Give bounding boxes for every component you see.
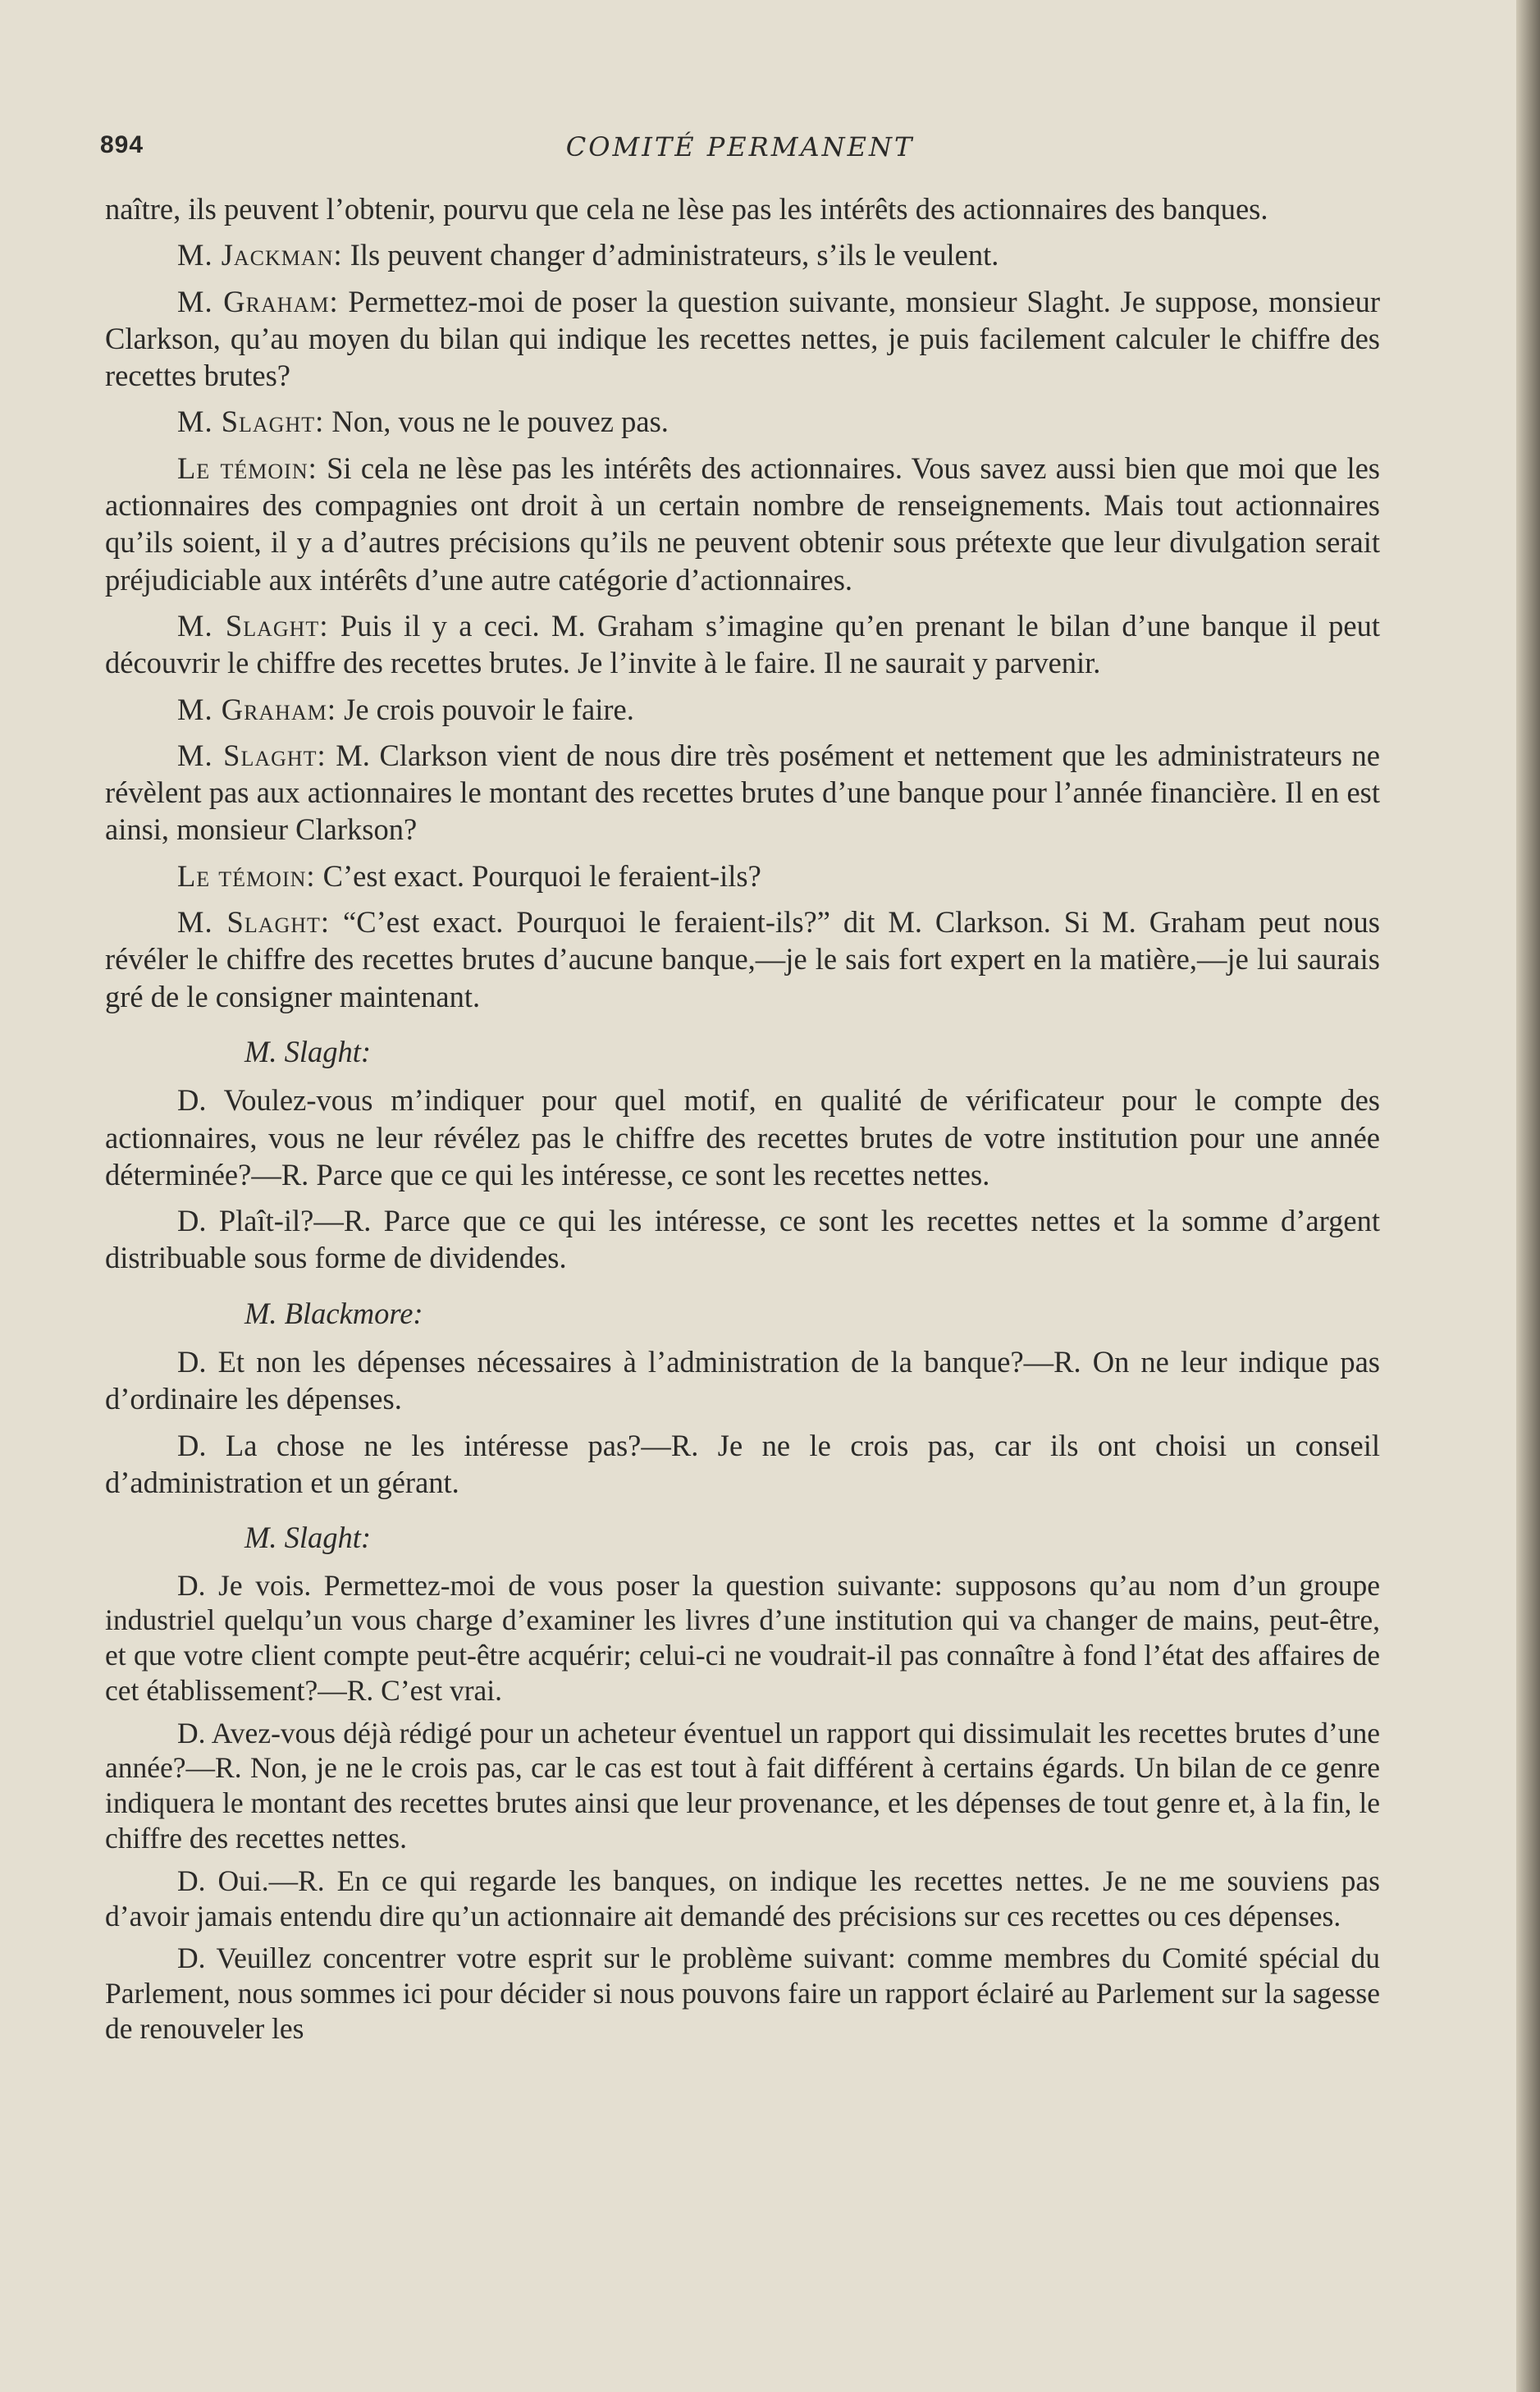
paragraph: M. Slaght: “C’est exact. Pourquoi le feraient-ils?” dit M. Clarkson. Si M. Graham peut nous révéler le chiffre des recettes brutes d’aucune banque,—je le sais fort expert en la matière,—je lui saurais gré de le consigner maintenant. xyxy=(105,905,1381,1013)
page-header xyxy=(100,131,1380,169)
speaker-label: M. Graham: xyxy=(177,284,339,318)
page-body xyxy=(105,190,1380,2054)
question-answer: D. Plaît-il?—R. Parce que ce qui les intéresse, ce sont les recettes nettes et la somme d’argent distribuable sous forme de dividendes. xyxy=(105,1204,1380,1275)
book-spine-shadow xyxy=(1516,0,1540,2392)
speaker-label: M. Slaght: xyxy=(177,738,327,772)
section-heading: M. Slaght: xyxy=(244,1034,372,1068)
question-answer: D. Je vois. Permettez-moi de vous poser la question suivante: supposons qu’au nom d’un groupe industriel quelqu’un vous charge d’examiner les livres d’une institution qui va changer de mains, peut-être, et que votre client compte peut-être acquérir; celui-ci ne voudrait-il pas connaître à fond l’état des affaires de cet établissement?—R. C’est vrai. xyxy=(105,1568,1380,1707)
running-head: COMITÉ PERMANENT xyxy=(565,131,915,162)
paragraph: M. Jackman: Ils peuvent changer d’administrateurs, s’ils le veulent. xyxy=(177,238,999,272)
speaker-label: M. Slaght: xyxy=(177,608,329,643)
question-answer: D. Avez-vous déjà rédigé pour un acheteur éventuel un rapport qui dissimulait les recettes brutes d’une année?—R. Non, je ne le crois pas, car le cas est tout à fait différent à certains égards. Un bilan de ce genre indiquera le montant des recettes brutes ainsi que leur provenance, et les dépenses de tout genre et, à la fin, le chiffre des recettes nettes. xyxy=(105,1716,1380,1855)
section-heading: M. Slaght: xyxy=(244,1521,372,1555)
paragraph: M. Graham: Permettez-moi de poser la question suivante, monsieur Slaght. Je suppose, monsieur Clarkson, qu’au moyen du bilan qui indique les recettes nettes, je puis facilement calculer le chiffre des recettes brutes? xyxy=(105,284,1381,393)
paragraph: M. Graham: Je crois pouvoir le faire. xyxy=(177,692,634,726)
lower-section xyxy=(105,1568,1380,2047)
speaker-label: M. Slaght: xyxy=(177,905,331,940)
speaker-label: M. Jackman: xyxy=(177,238,343,272)
question-answer: D. Oui.—R. En ce qui regarde les banques, on indique les recettes nettes. Je ne me souviens pas d’avoir jamais entendu dire qu’un actionnaire ait demandé des précisions sur ces recettes ou ces dépenses. xyxy=(105,1864,1380,1932)
speaker-label: M. Graham: xyxy=(177,692,336,726)
question-answer: D. Veuillez concentrer votre esprit sur le problème suivant: comme membres du Comité spécial du Parlement, nous sommes ici pour décider si nous pouvons faire un rapport éclairé au Parlement sur la sagesse de renouveler les xyxy=(105,1941,1380,2046)
question-answer: D. Et non les dépenses nécessaires à l’administration de la banque?—R. On ne leur indique pas d’ordinaire les dépenses. xyxy=(105,1345,1380,1416)
paragraph: naître, ils peuvent l’obtenir, pourvu que cela ne lèse pas les intérêts des actionnaires des banques. xyxy=(105,192,1268,226)
paragraph: Le témoin: Si cela ne lèse pas les intérêts des actionnaires. Vous savez aussi bien que moi que les actionnaires des compagnies ont droit à un certain nombre de renseignements. Mais tout actionnaires qu’ils soient, il y a d’autres précisions qu’ils ne peuvent obtenir sous prétexte que leur divulgation serait préjudiciable aux intérêts d’une autre catégorie d’actionnaires. xyxy=(105,451,1381,597)
question-answer: D. La chose ne les intéresse pas?—R. Je ne le crois pas, car ils ont choisi un conseil d’administration et un gérant. xyxy=(105,1428,1380,1499)
section-heading: M. Blackmore: xyxy=(244,1296,423,1330)
paragraph: M. Slaght: Puis il y a ceci. M. Graham s’imagine qu’en prenant le bilan d’une banque il peut découvrir le chiffre des recettes brutes. Je l’invite à le faire. Il ne saurait y parvenir. xyxy=(105,608,1380,680)
paragraph: Le témoin: C’est exact. Pourquoi le feraient-ils? xyxy=(177,858,761,893)
paragraph: M. Slaght: Non, vous ne le pouvez pas. xyxy=(177,405,669,439)
speaker-label: Le témoin: xyxy=(177,858,316,893)
paragraph: M. Slaght: M. Clarkson vient de nous dire très posément et nettement que les administrateurs ne révèlent pas aux actionnaires le montant des recettes brutes d’une banque pour l’année financière. Il en est ainsi, monsieur Clarkson? xyxy=(105,738,1380,847)
speaker-label: M. Slaght: xyxy=(177,405,325,439)
question-answer: D. Voulez-vous m’indiquer pour quel motif, en qualité de vérificateur pour le compte des actionnaires, vous ne leur révélez pas le chiffre des recettes brutes de votre institution pour une année déterminée?—R. Parce que ce qui les intéresse, ce sont les recettes nettes. xyxy=(105,1083,1380,1191)
page-number: 894 xyxy=(100,131,144,158)
speaker-label: Le témoin: xyxy=(177,451,318,485)
